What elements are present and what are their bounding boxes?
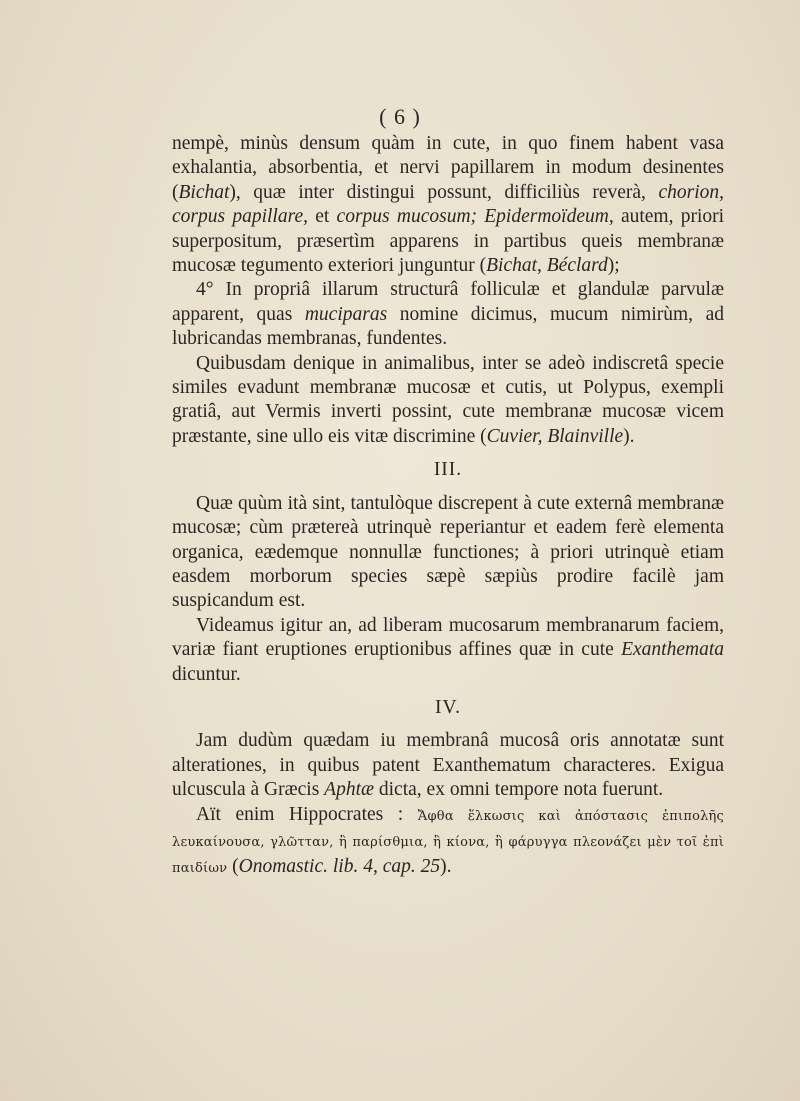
section-heading-iii: III. bbox=[433, 459, 463, 481]
term: Exanthemata bbox=[621, 639, 724, 661]
text-run: Videamus igitur an, ad liberam mucosarum membranarum faciem, variæ fiant eruptiones eruptionibus affines quæ in cute bbox=[172, 614, 724, 661]
text-run: nomine dicimus, mucum nimirùm, ad lubricandas membranas, fundentes. bbox=[172, 303, 724, 350]
text-run: 4° In propriâ illarum structurâ folliculæ et glandulæ parvulæ apparent, quas bbox=[172, 279, 724, 325]
text-run: ). bbox=[440, 856, 452, 878]
text-run: dicta, ex omni tempore nota fuerunt. bbox=[374, 779, 664, 801]
text-run: ), quæ inter distingui possunt, difficiliùs reverà, bbox=[229, 181, 659, 203]
paragraph-3 bbox=[172, 352, 724, 450]
term: Aphtæ bbox=[324, 779, 375, 801]
citation: Onomastic. lib. 4, cap. 25 bbox=[238, 856, 441, 878]
text-run: ); bbox=[607, 255, 620, 277]
text-run: dicuntur. bbox=[172, 663, 241, 685]
paragraph-4: Quæ quùm ità sint, tantulòque discrepent à cute externâ membranæ mucosæ; cùm prætereà utrinquè reperiantur et eadem ferè elementa organica, eædemque nonnullæ functiones; à priori utrinquè etiam easdem morborum species sæpè sæpiùs prodire facilè jam suspicandum est. bbox=[172, 492, 724, 612]
text-run: ( bbox=[227, 856, 239, 878]
text-run: Jam dudùm quædam iu membranâ mucosâ oris annotatæ sunt alterationes, in quibus patent Exanthematum characteres. Exigua ulcuscula à Græcis bbox=[172, 730, 724, 801]
term: corpus mucosum; Epidermoïdeum, bbox=[336, 206, 614, 228]
paragraph-1 bbox=[172, 132, 724, 278]
text-run: ). bbox=[623, 425, 635, 447]
term: chorion, corpus papillare, bbox=[172, 181, 724, 228]
text-run: autem, priori superpositum, præsertìm apparens in partibus queis membranæ mucosæ tegumento exteriori junguntur ( bbox=[172, 206, 725, 277]
paragraph-2 bbox=[172, 278, 724, 351]
term: muciparas bbox=[304, 303, 388, 325]
paragraph-7 bbox=[172, 803, 724, 882]
page-body bbox=[172, 132, 724, 882]
page-number: ( 6 ) bbox=[379, 104, 421, 129]
section-heading-iv: IV. bbox=[435, 696, 461, 718]
greek-quotation: Ἄφθα ἕλκωσις καὶ ἀπόστασις ἐπιπολῆς λευκαίνουσα, γλῶτταν, ἢ παρίσθμια, ἢ κίονα, ἢ φάρυγγα πλεονάζει μὲν τοῖ ἐπὶ παιδίων bbox=[172, 808, 724, 877]
text-run: Aït enim Hippocrates : bbox=[196, 803, 418, 825]
citation: Cuvier, Blainville bbox=[486, 425, 624, 447]
text-run: nempè, minùs densum quàm in cute, in quo finem habent vasa exhalantia, absorbentia, et nervi papillarem in modum desinentes ( bbox=[172, 133, 724, 203]
text-run: et bbox=[307, 206, 337, 228]
citation: Bichat, Béclard bbox=[486, 255, 608, 277]
paragraph-5 bbox=[172, 614, 724, 687]
citation: Bichat bbox=[178, 181, 230, 203]
text-run: Quibusdam denique in animalibus, inter se adeò indiscretâ specie similes evadunt membranæ mucosæ et cutis, ut Polypus, exempli gratiâ, aut Vermis inverti possint, cute membranæ mucosæ vicem præstante, sine ullo eis vitæ discrimine ( bbox=[172, 352, 724, 447]
paragraph-6 bbox=[172, 729, 724, 802]
